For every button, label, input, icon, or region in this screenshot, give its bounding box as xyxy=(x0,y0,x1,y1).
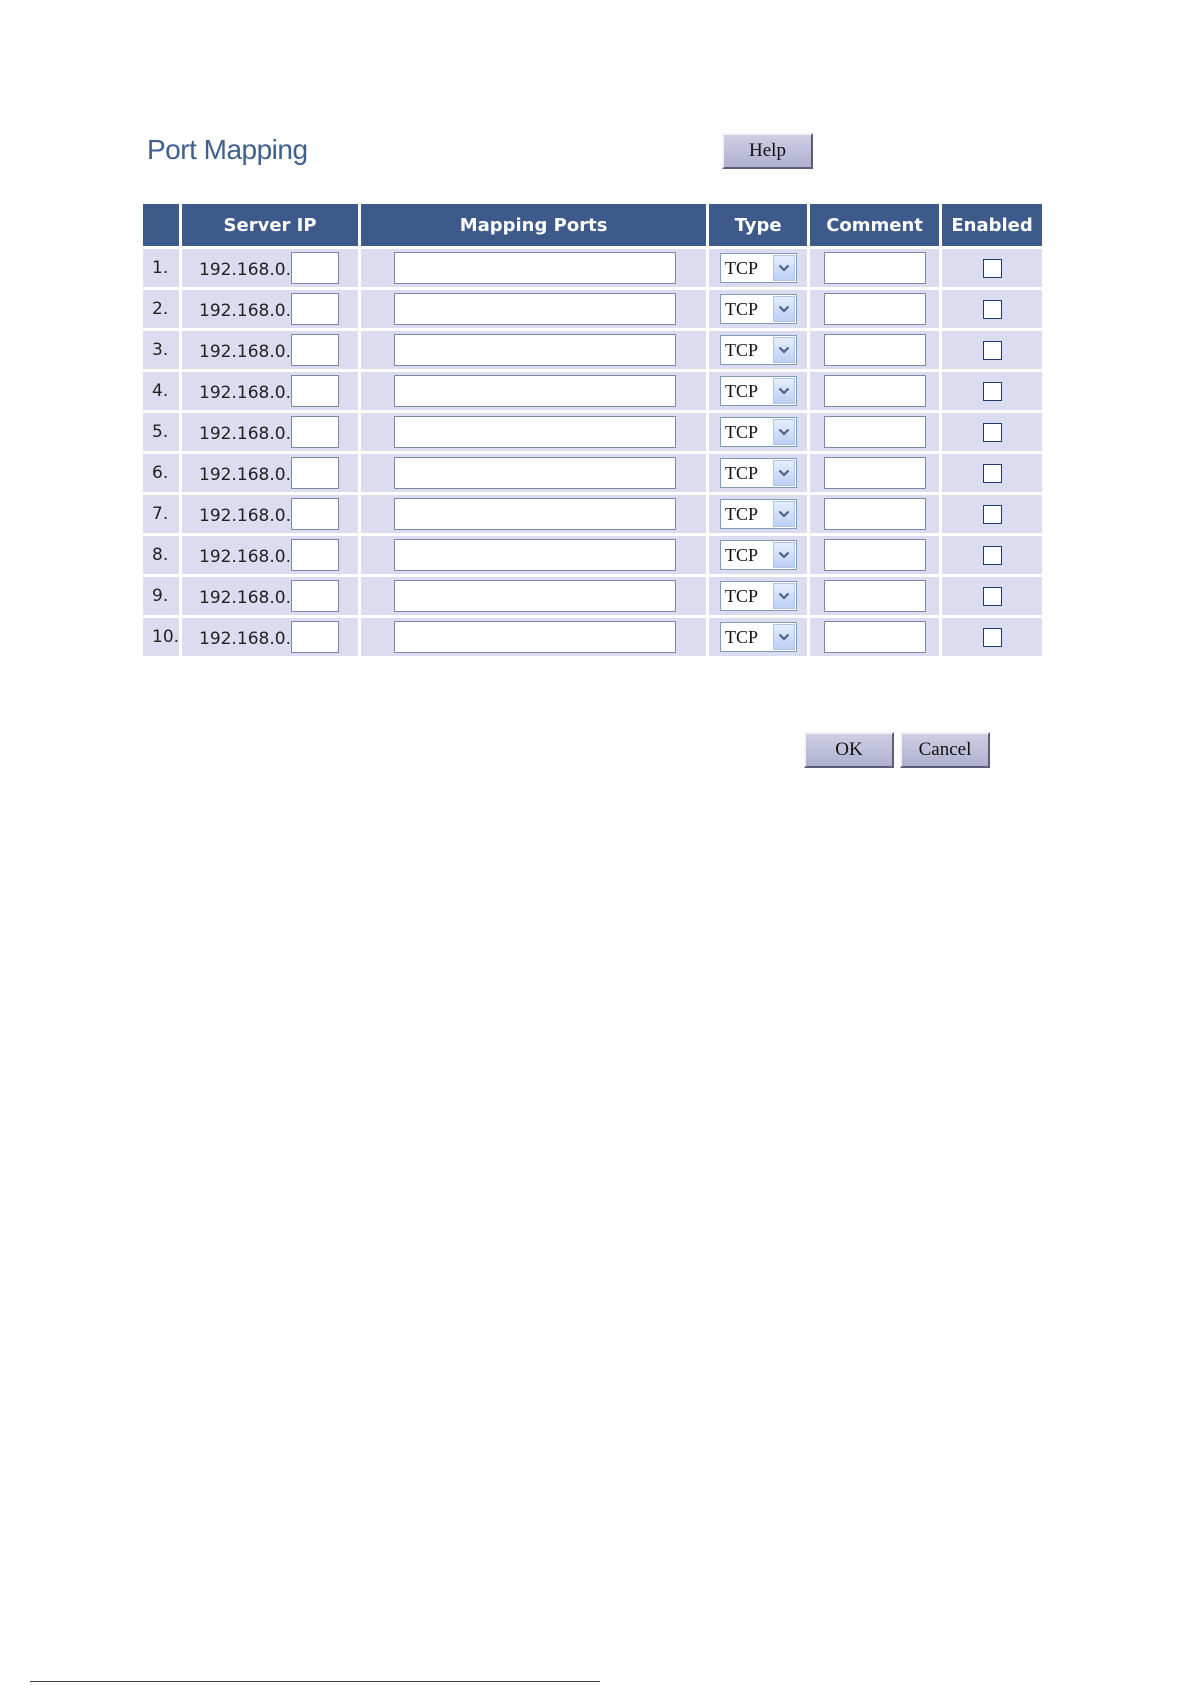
type-cell xyxy=(709,290,807,328)
ip-prefix: 192.168.0. xyxy=(199,301,291,321)
server-ip-input[interactable] xyxy=(291,252,339,284)
enabled-cell xyxy=(942,290,1042,328)
type-select-value: TCP xyxy=(725,504,759,524)
mapping-ports-cell xyxy=(361,536,706,574)
table-row xyxy=(143,495,1042,533)
table-row xyxy=(143,249,1042,287)
table-row xyxy=(143,577,1042,615)
server-ip-input[interactable] xyxy=(291,293,339,325)
mapping-ports-input[interactable] xyxy=(394,498,676,530)
table-body xyxy=(143,249,1042,656)
server-ip-cell xyxy=(182,536,358,574)
type-select[interactable] xyxy=(720,499,797,529)
enabled-checkbox[interactable] xyxy=(983,628,1002,647)
type-select[interactable] xyxy=(720,540,797,570)
ip-prefix: 192.168.0. xyxy=(199,465,291,485)
header-index xyxy=(143,204,179,246)
enabled-checkbox[interactable] xyxy=(983,382,1002,401)
ip-prefix: 192.168.0. xyxy=(199,342,291,362)
row-number: 2. xyxy=(143,290,179,328)
enabled-cell xyxy=(942,495,1042,533)
chevron-down-icon[interactable] xyxy=(773,337,795,363)
server-ip-cell xyxy=(182,290,358,328)
table-row xyxy=(143,454,1042,492)
type-cell xyxy=(709,618,807,656)
comment-cell xyxy=(810,372,939,410)
ok-button[interactable]: OK xyxy=(804,732,894,768)
ip-prefix: 192.168.0. xyxy=(199,260,291,280)
type-select-value: TCP xyxy=(725,340,759,360)
table-row xyxy=(143,372,1042,410)
type-cell xyxy=(709,249,807,287)
type-select[interactable] xyxy=(720,335,797,365)
row-number: 5. xyxy=(143,413,179,451)
page-title: Port Mapping xyxy=(147,134,308,165)
enabled-checkbox[interactable] xyxy=(983,505,1002,524)
ip-prefix: 192.168.0. xyxy=(199,383,291,403)
row-number: 1. xyxy=(143,249,179,287)
mapping-ports-input[interactable] xyxy=(394,457,676,489)
enabled-checkbox[interactable] xyxy=(983,423,1002,442)
chevron-down-icon[interactable] xyxy=(773,460,795,486)
row-number: 8. xyxy=(143,536,179,574)
comment-cell xyxy=(810,413,939,451)
enabled-cell xyxy=(942,536,1042,574)
ip-prefix: 192.168.0. xyxy=(199,424,291,444)
server-ip-cell xyxy=(182,577,358,615)
comment-input[interactable] xyxy=(824,334,926,366)
server-ip-cell xyxy=(182,454,358,492)
mapping-ports-cell xyxy=(361,454,706,492)
server-ip-input[interactable] xyxy=(291,375,339,407)
header-comment: Comment xyxy=(810,204,939,246)
type-select[interactable] xyxy=(720,376,797,406)
table-row xyxy=(143,536,1042,574)
table-row xyxy=(143,290,1042,328)
type-cell xyxy=(709,577,807,615)
mapping-ports-cell xyxy=(361,372,706,410)
enabled-checkbox[interactable] xyxy=(983,587,1002,606)
mapping-ports-input[interactable] xyxy=(394,539,676,571)
type-select-value: TCP xyxy=(725,463,759,483)
server-ip-cell xyxy=(182,618,358,656)
server-ip-input[interactable] xyxy=(291,580,339,612)
mapping-ports-cell xyxy=(361,290,706,328)
comment-input[interactable] xyxy=(824,375,926,407)
header-enabled: Enabled xyxy=(942,204,1042,246)
row-number: 6. xyxy=(143,454,179,492)
type-select[interactable] xyxy=(720,253,797,283)
chevron-down-icon[interactable] xyxy=(773,378,795,404)
type-select[interactable] xyxy=(720,458,797,488)
type-cell xyxy=(709,454,807,492)
type-select-value: TCP xyxy=(725,545,759,565)
ip-prefix: 192.168.0. xyxy=(199,588,291,608)
server-ip-cell xyxy=(182,331,358,369)
chevron-down-icon[interactable] xyxy=(773,624,795,650)
comment-cell xyxy=(810,618,939,656)
comment-input[interactable] xyxy=(824,457,926,489)
type-select[interactable] xyxy=(720,417,797,447)
chevron-down-icon[interactable] xyxy=(773,583,795,609)
enabled-checkbox[interactable] xyxy=(983,259,1002,278)
server-ip-input[interactable] xyxy=(291,416,339,448)
enabled-cell xyxy=(942,618,1042,656)
mapping-ports-cell xyxy=(361,495,706,533)
chevron-down-icon[interactable] xyxy=(773,296,795,322)
comment-input[interactable] xyxy=(824,416,926,448)
mapping-ports-input[interactable] xyxy=(394,416,676,448)
mapping-ports-input[interactable] xyxy=(394,293,676,325)
header-server-ip: Server IP xyxy=(182,204,358,246)
type-select-value: TCP xyxy=(725,299,759,319)
row-number: 3. xyxy=(143,331,179,369)
comment-input[interactable] xyxy=(824,293,926,325)
enabled-cell xyxy=(942,413,1042,451)
server-ip-input[interactable] xyxy=(291,498,339,530)
mapping-ports-cell xyxy=(361,249,706,287)
server-ip-input[interactable] xyxy=(291,621,339,653)
type-select-value: TCP xyxy=(725,627,759,647)
comment-input[interactable] xyxy=(824,252,926,284)
cancel-button[interactable]: Cancel xyxy=(900,732,990,768)
server-ip-cell xyxy=(182,413,358,451)
comment-cell xyxy=(810,249,939,287)
port-mapping-table xyxy=(140,201,1045,659)
row-number: 10. xyxy=(143,618,179,656)
table-row xyxy=(143,413,1042,451)
table-row xyxy=(143,331,1042,369)
header-type: Type xyxy=(709,204,807,246)
ip-prefix: 192.168.0. xyxy=(199,547,291,567)
type-select-value: TCP xyxy=(725,258,759,278)
header-mapping-ports: Mapping Ports xyxy=(361,204,706,246)
chevron-down-icon[interactable] xyxy=(773,501,795,527)
enabled-checkbox[interactable] xyxy=(983,300,1002,319)
type-select[interactable] xyxy=(720,622,797,652)
comment-cell xyxy=(810,536,939,574)
type-select-value: TCP xyxy=(725,381,759,401)
ip-prefix: 192.168.0. xyxy=(199,506,291,526)
server-ip-cell xyxy=(182,495,358,533)
server-ip-cell xyxy=(182,249,358,287)
ip-prefix: 192.168.0. xyxy=(199,629,291,649)
type-cell xyxy=(709,413,807,451)
mapping-ports-cell xyxy=(361,413,706,451)
comment-input[interactable] xyxy=(824,539,926,571)
enabled-cell xyxy=(942,331,1042,369)
comment-cell xyxy=(810,290,939,328)
help-button[interactable]: Help xyxy=(722,133,813,169)
mapping-ports-input[interactable] xyxy=(394,621,676,653)
mapping-ports-cell xyxy=(361,331,706,369)
server-ip-input[interactable] xyxy=(291,334,339,366)
mapping-ports-input[interactable] xyxy=(394,375,676,407)
type-select[interactable] xyxy=(720,294,797,324)
mapping-ports-cell xyxy=(361,577,706,615)
enabled-checkbox[interactable] xyxy=(983,546,1002,565)
type-cell xyxy=(709,372,807,410)
enabled-cell xyxy=(942,372,1042,410)
mapping-ports-input[interactable] xyxy=(394,334,676,366)
type-select[interactable] xyxy=(720,581,797,611)
comment-cell xyxy=(810,495,939,533)
comment-input[interactable] xyxy=(824,621,926,653)
type-select-value: TCP xyxy=(725,422,759,442)
enabled-checkbox[interactable] xyxy=(983,464,1002,483)
comment-cell xyxy=(810,454,939,492)
server-ip-cell xyxy=(182,372,358,410)
type-cell xyxy=(709,331,807,369)
comment-input[interactable] xyxy=(824,498,926,530)
type-select-value: TCP xyxy=(725,586,759,606)
mapping-ports-cell xyxy=(361,618,706,656)
table-header-row xyxy=(143,204,1042,246)
type-cell xyxy=(709,495,807,533)
comment-cell xyxy=(810,331,939,369)
enabled-cell xyxy=(942,249,1042,287)
server-ip-input[interactable] xyxy=(291,539,339,571)
row-number: 7. xyxy=(143,495,179,533)
enabled-cell xyxy=(942,454,1042,492)
mapping-ports-input[interactable] xyxy=(394,580,676,612)
row-number: 9. xyxy=(143,577,179,615)
enabled-checkbox[interactable] xyxy=(983,341,1002,360)
page-bottom-rule xyxy=(30,1681,600,1682)
mapping-ports-input[interactable] xyxy=(394,252,676,284)
server-ip-input[interactable] xyxy=(291,457,339,489)
table-row xyxy=(143,618,1042,656)
chevron-down-icon[interactable] xyxy=(773,255,795,281)
comment-cell xyxy=(810,577,939,615)
chevron-down-icon[interactable] xyxy=(773,419,795,445)
row-number: 4. xyxy=(143,372,179,410)
type-cell xyxy=(709,536,807,574)
comment-input[interactable] xyxy=(824,580,926,612)
enabled-cell xyxy=(942,577,1042,615)
chevron-down-icon[interactable] xyxy=(773,542,795,568)
